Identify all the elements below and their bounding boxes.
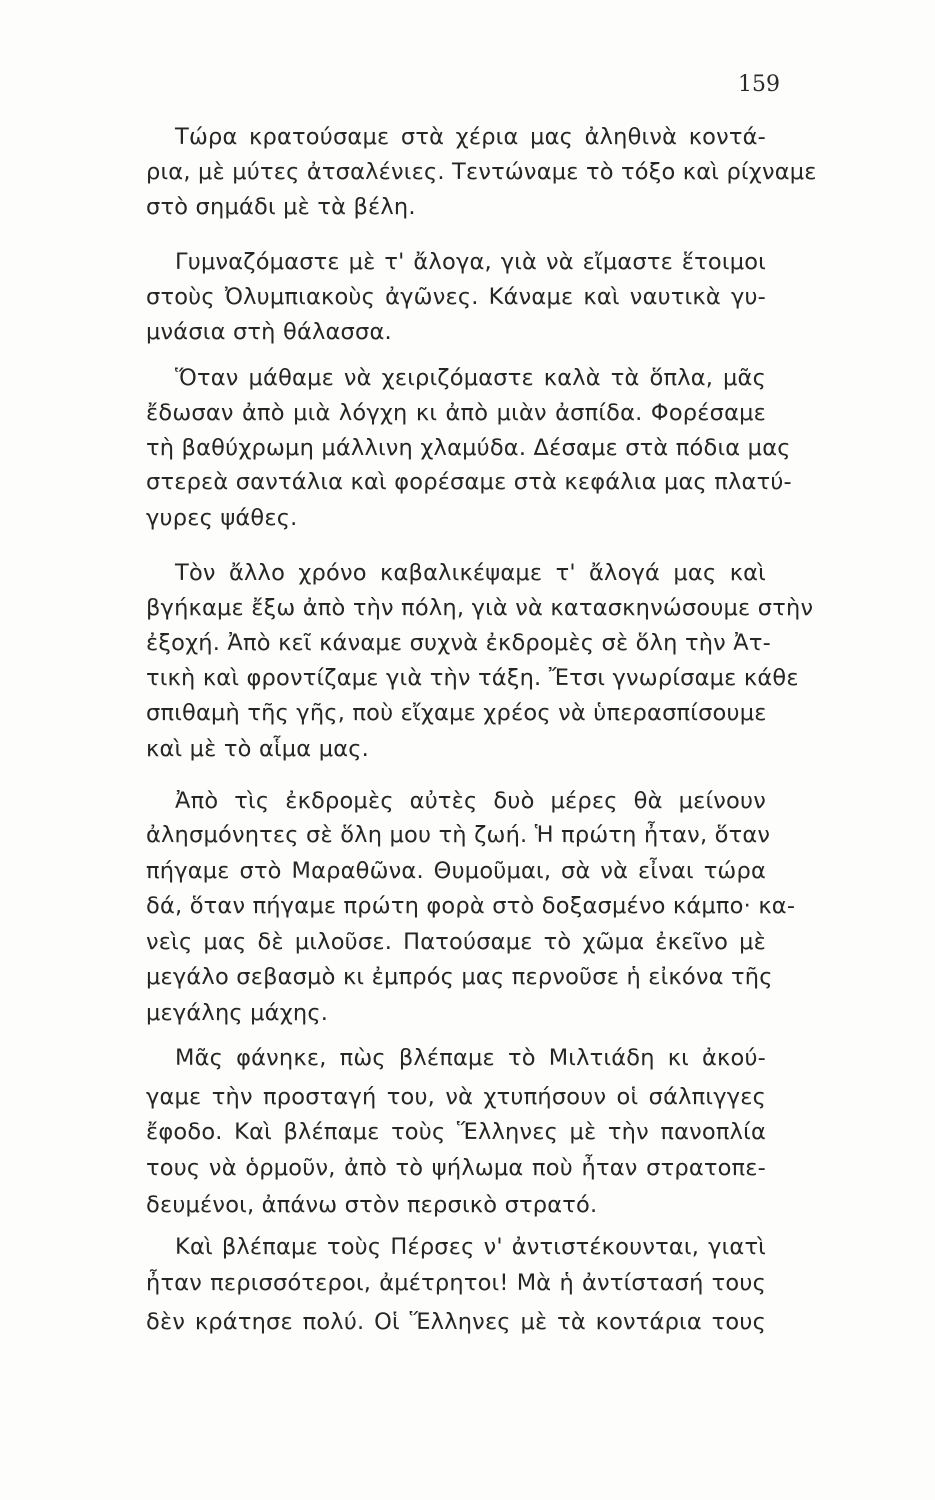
text-line: Ἀπὸ τὶς ἐκδρομὲς αὐτὲς δυὸ μέρες θὰ μείνουν	[175, 788, 766, 814]
text-line: καὶ μὲ τὸ αἷμα μας.	[146, 736, 369, 762]
text-line: γαμε τὴν προσταγή του, νὰ χτυπήσουν οἱ σάλπιγγες	[146, 1084, 766, 1110]
text-line: νεὶς μας δὲ μιλοῦσε. Πατούσαμε τὸ χῶμα ἐκεῖνο μὲ	[146, 929, 766, 955]
text-line: σπιθαμὴ τῆς γῆς, ποὺ εἴχαμε χρέος νὰ ὑπερασπίσουμε	[146, 700, 767, 726]
text-line: στοὺς Ὀλυμπιακοὺς ἀγῶνες. Κάναμε καὶ ναυτικὰ γυ-	[146, 284, 766, 310]
text-line: γυρες ψάθες.	[146, 505, 298, 531]
text-line: δά, ὅταν πήγαμε πρώτη φορὰ στὸ δοξασμένο κάμπο· κα-	[146, 893, 796, 919]
text-line: δευμένοι, ἀπάνω στὸν περσικὸ στρατό.	[146, 1192, 598, 1218]
text-line: πήγαμε στὸ Μαραθῶνα. Θυμοῦμαι, σὰ νὰ εἶναι τώρα	[146, 858, 766, 884]
text-line: Καὶ βλέπαμε τοὺς Πέρσες ν' ἀντιστέκουνται, γιατὶ	[175, 1234, 766, 1260]
text-line: μνάσια στὴ θάλασσα.	[146, 319, 392, 345]
page-number: 159	[738, 72, 780, 97]
text-line: Ὅταν μάθαμε νὰ χειριζόμαστε καλὰ τὰ ὅπλα, μᾶς	[175, 365, 766, 391]
text-line: ἔδωσαν ἀπὸ μιὰ λόγχη κι ἀπὸ μιὰν ἀσπίδα. Φορέσαμε	[146, 400, 766, 426]
text-line: στερεὰ σαντάλια καὶ φορέσαμε στὰ κεφάλια μας πλατύ-	[146, 469, 792, 495]
text-line: ἀλησμόνητες σὲ ὅλη μου τὴ ζωή. Ἡ πρώτη ἦταν, ὅταν	[146, 822, 771, 848]
text-line: ἐξοχή. Ἀπὸ κεῖ κάναμε συχνὰ ἐκδρομὲς σὲ ὅλη τὴν Ἀτ-	[146, 630, 771, 656]
text-line: ἔφοδο. Καὶ βλέπαμε τοὺς Ἕλληνες μὲ τὴν πανοπλία	[146, 1119, 766, 1145]
text-line: Μᾶς φάνηκε, πὼς βλέπαμε τὸ Μιλτιάδη κι ἀκού-	[175, 1045, 766, 1071]
text-line: μεγάλο σεβασμὸ κι ἐμπρός μας περνοῦσε ἡ εἰκόνα τῆς	[146, 964, 773, 990]
text-line: τικὴ καὶ φροντίζαμε γιὰ τὴν τάξη. Ἔτσι γνωρίσαμε κάθε	[146, 665, 799, 691]
text-line: Τώρα κρατούσαμε στὰ χέρια μας ἀληθινὰ κοντά-	[175, 124, 766, 150]
text-line: ἦταν περισσότεροι, ἀμέτρητοι! Μὰ ἡ ἀντίστασή τους	[146, 1270, 766, 1296]
text-line: Γυμναζόμαστε μὲ τ' ἄλογα, γιὰ νὰ εἴμαστε ἕτοιμοι	[175, 249, 766, 275]
text-line: ρια, μὲ μύτες ἀτσαλένιες. Τεντώναμε τὸ τόξο καὶ ρίχναμε	[146, 159, 817, 185]
text-line: στὸ σημάδι μὲ τὰ βέλη.	[146, 194, 416, 220]
text-line: βγήκαμε ἔξω ἀπὸ τὴν πόλη, γιὰ νὰ κατασκηνώσουμε στὴν	[146, 595, 814, 621]
text-line: τὴ βαθύχρωμη μάλλινη χλαμύδα. Δέσαμε στὰ πόδια μας	[146, 435, 791, 461]
text-line: Τὸν ἄλλο χρόνο καβαλικέψαμε τ' ἄλογά μας καὶ	[175, 560, 766, 586]
text-line: τους νὰ ὁρμοῦν, ἀπὸ τὸ ψήλωμα ποὺ ἦταν στρατοπε-	[146, 1155, 766, 1181]
text-line: μεγάλης μάχης.	[146, 1000, 329, 1026]
text-line: δὲν κράτησε πολύ. Οἱ Ἕλληνες μὲ τὰ κοντάρια τους	[146, 1309, 766, 1335]
